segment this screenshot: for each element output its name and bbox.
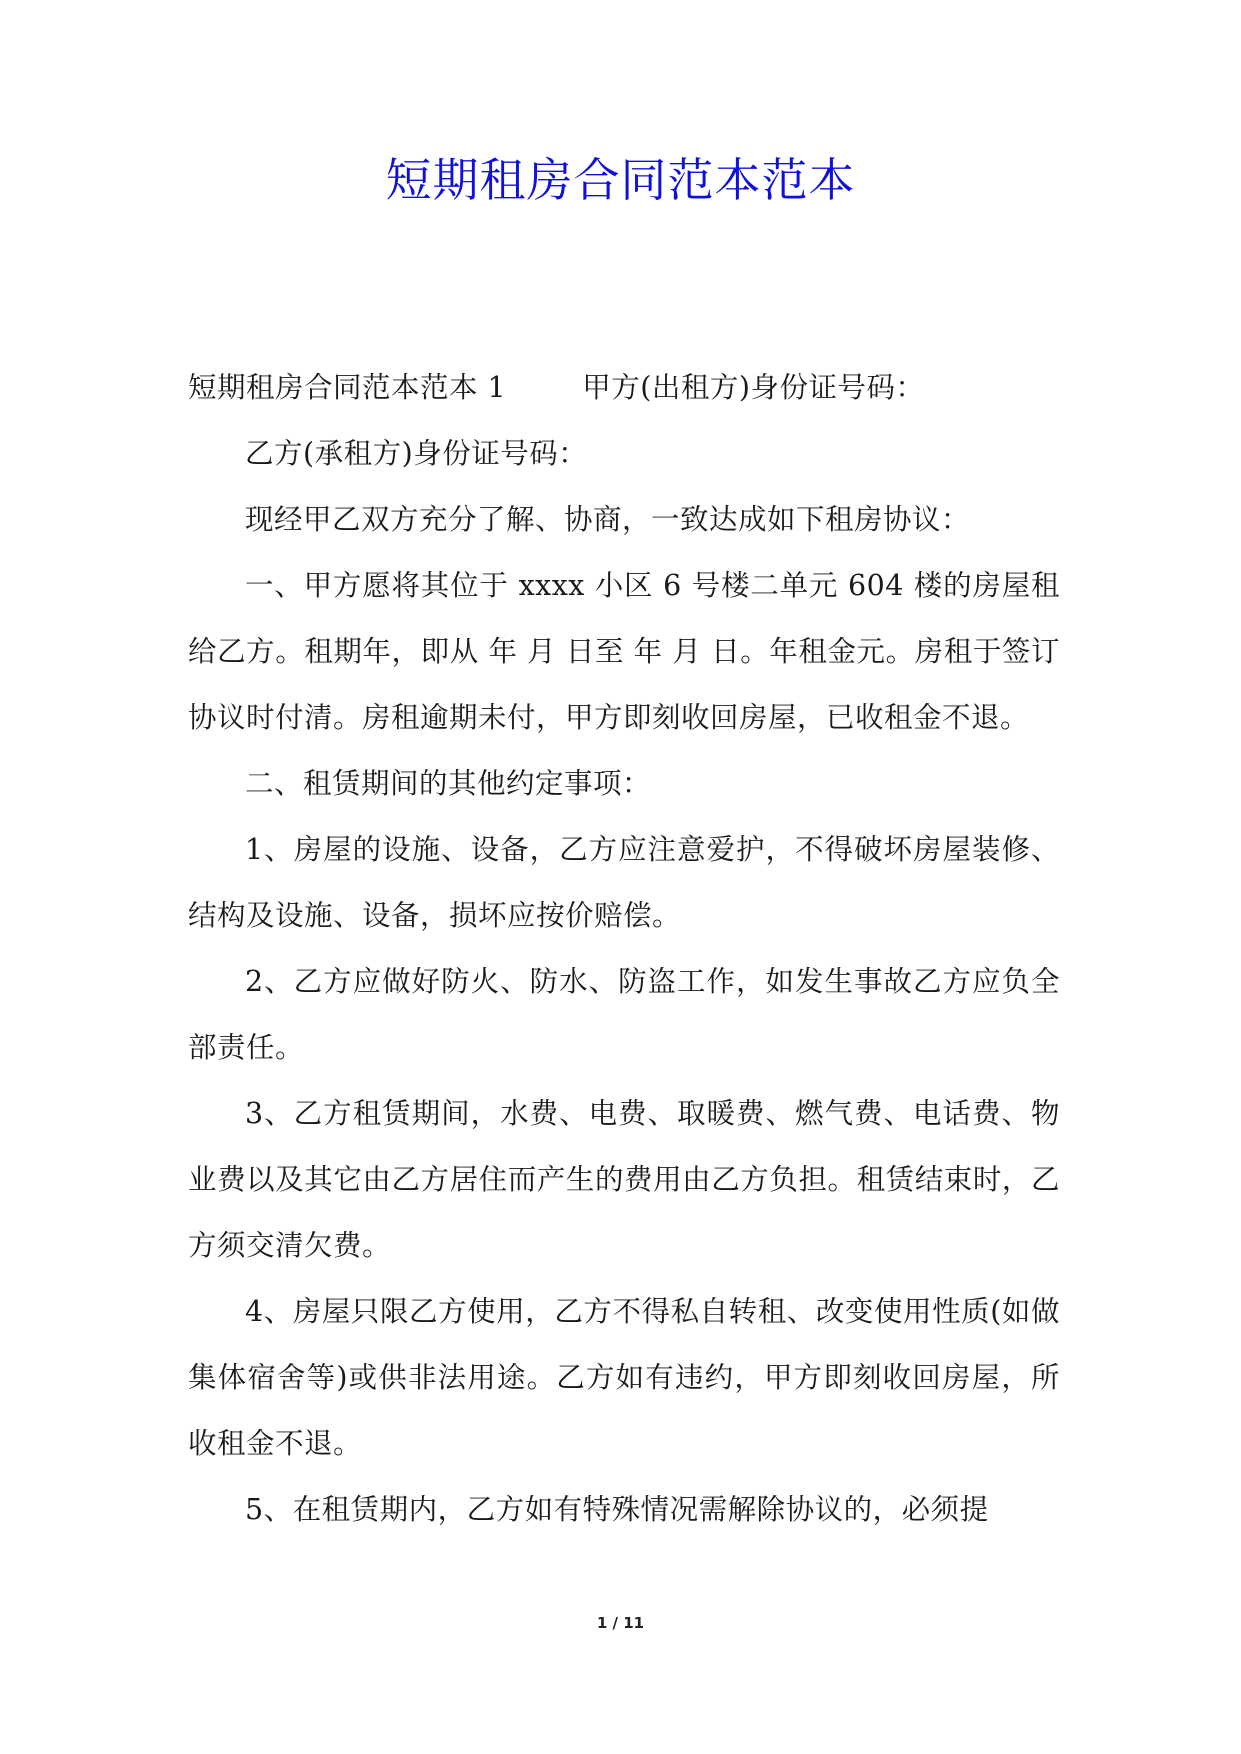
paragraph: 4、房屋只限乙方使用，乙方不得私自转租、改变使用性质(如做集体宿舍等)或供非法用途。乙方如有违约，甲方即刻收回房屋，所收租金不退。 — [188, 1295, 1060, 1460]
paragraph: 2、乙方应做好防火、防水、防盗工作，如发生事故乙方应负全部责任。 — [188, 965, 1060, 1064]
page-number: 1 / 11 — [596, 1614, 645, 1632]
document-title: 短期租房合同范本范本 — [385, 153, 856, 207]
paragraph: 5、在租赁期内，乙方如有特殊情况需解除协议的，必须提 — [245, 1493, 989, 1526]
document-body — [188, 355, 1060, 1543]
contract-heading: 短期租房合同范本范本 1 — [188, 371, 507, 404]
party-a-id-label: 甲方(出租方)身份证号码： — [582, 371, 925, 404]
first-line — [188, 355, 1060, 421]
paragraph: 乙方(承租方)身份证号码： — [245, 437, 588, 470]
paragraph: 3、乙方租赁期间，水费、电费、取暖费、燃气费、电话费、物业费以及其它由乙方居住而产生的费用由乙方负担。租赁结束时，乙方须交清欠费。 — [188, 1097, 1060, 1262]
paragraph: 一、甲方愿将其位于 xxxx 小区 6 号楼二单元 604 楼的房屋租给乙方。租期年，即从 年 月 日至 年 月 日。年租金元。房租于签订协议时付清。房租逾期未付，甲方即刻收回房屋，已收租金不退。 — [188, 569, 1060, 734]
paragraph: 1、房屋的设施、设备，乙方应注意爱护，不得破坏房屋装修、结构及设施、设备，损坏应按价赔偿。 — [188, 833, 1060, 932]
paragraph: 二、租赁期间的其他约定事项： — [245, 767, 652, 800]
paragraph: 现经甲乙双方充分了解、协商，一致达成如下租房协议： — [245, 503, 971, 536]
